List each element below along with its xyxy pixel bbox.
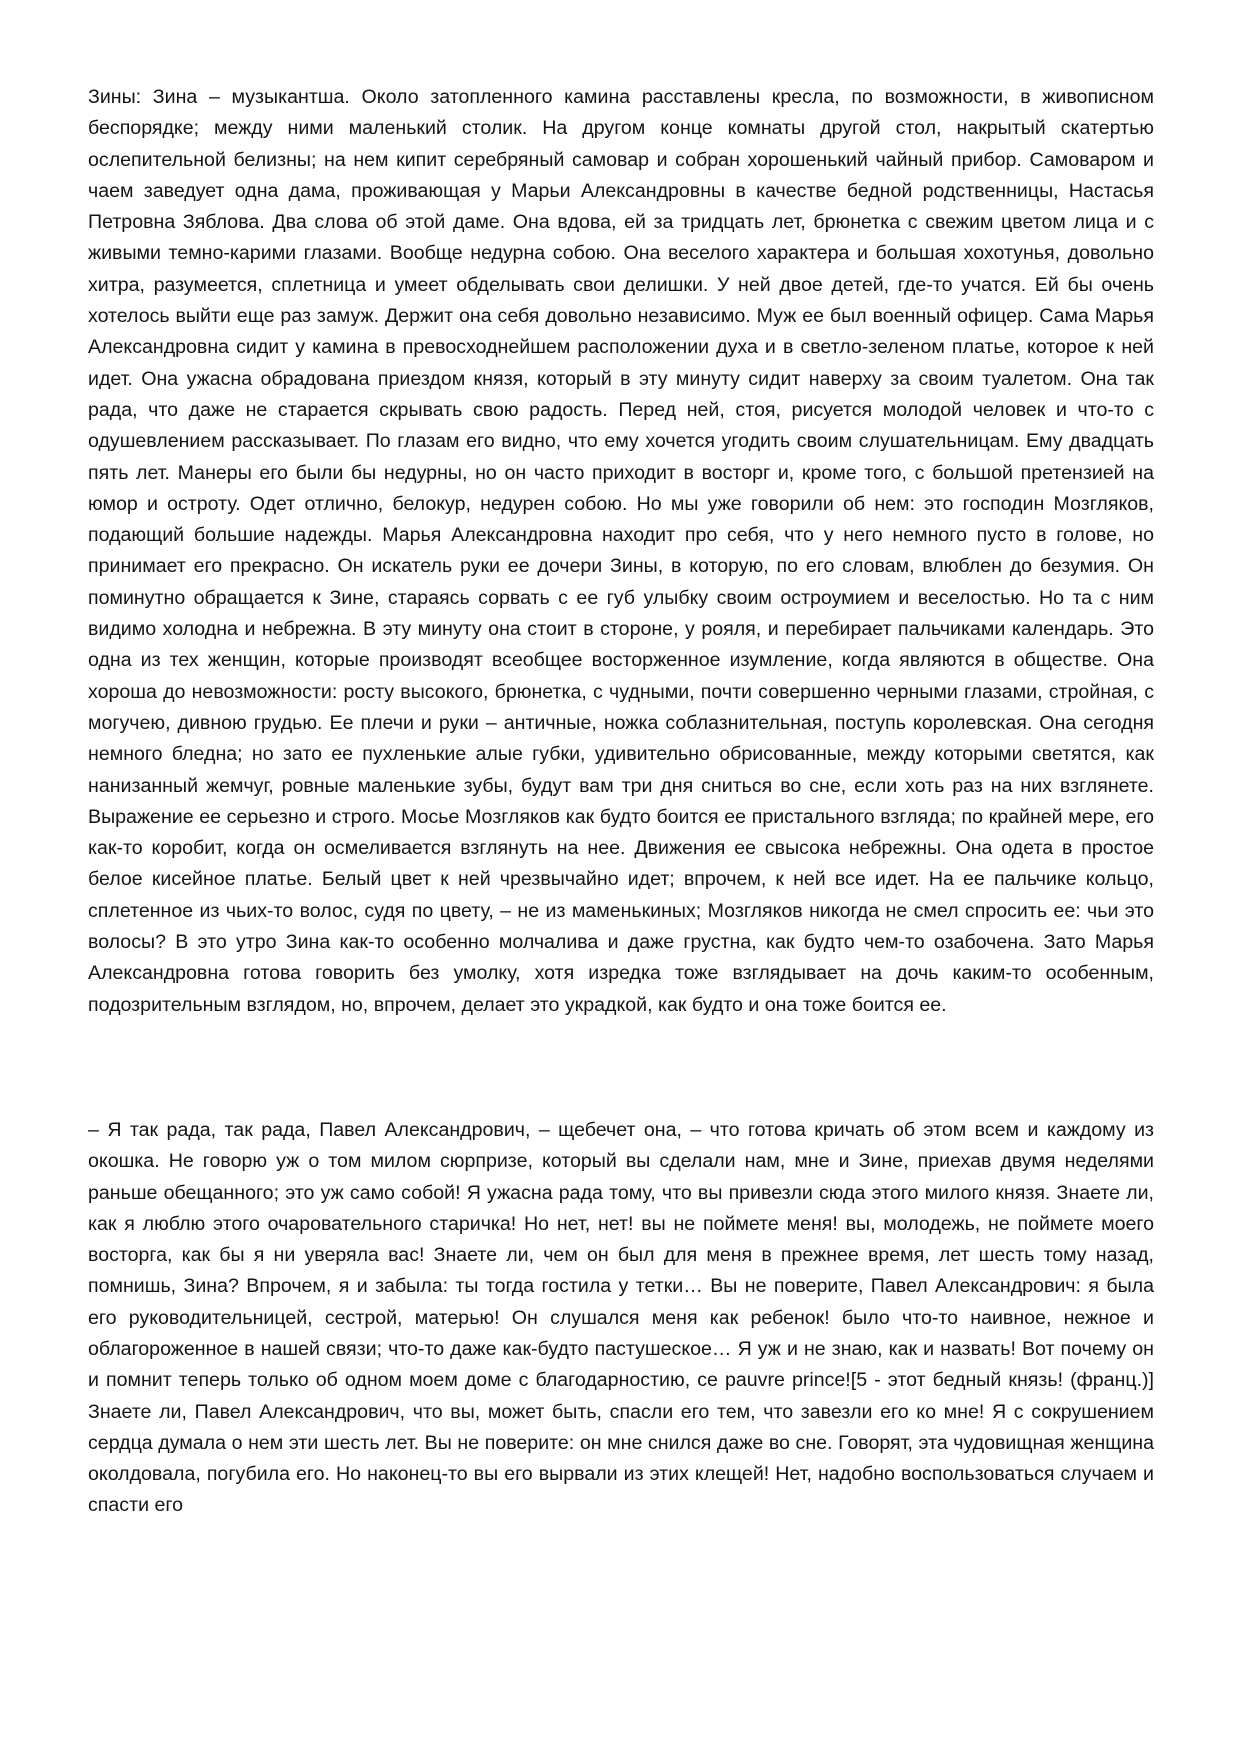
paragraph-spacer bbox=[88, 1021, 1154, 1115]
paragraph-dialogue: – Я так рада, так рада, Павел Александрович, – щебечет она, – что готова кричать об этом всем и каждому из окошка. Не говорю уж о том милом сюрпризе, который вы сделали нам, мне и Зине, приехав двумя неделями раньше обещанного; это уж само собой! Я ужасна рада тому, что вы привезли сюда этого милого князя. Знаете ли, как я люблю этого очаровательного старичка! Но нет, нет! вы не поймете меня! вы, молодежь, не поймете моего восторга, как бы я ни уверяла вас! Знаете ли, чем он был для меня в прежнее время, лет шесть тому назад, помнишь, Зина? Впрочем, я и забыла: ты тогда гостила у тетки… Вы не поверите, Павел Александрович: я была его руководительницей, сестрой, матерью! Он слушался меня как ребенок! было что-то наивное, нежное и облагороженное в нашей связи; что-то даже как-будто пастушеское… Я уж и не знаю, как и назвать! Вот почему он и помнит теперь только об одном моем доме с благодарностию, се pauvre prince![5 - этот бедный князь! (франц.)] Знаете ли, Павел Александрович, что вы, может быть, спасли его тем, что завезли его ко мне! Я с сокрушением сердца думала о нем эти шесть лет. Вы не поверите: он мне снился даже во сне. Говорят, эта чудовищная женщина околдовала, погубила его. Но наконец-то вы его вырвали из этих клещей! Нет, надобно воспользоваться случаем и спасти его bbox=[88, 1118, 1154, 1517]
paragraph-description: Зины: Зина – музыкантша. Около затопленного камина расставлены кресла, по возможности, в живописном беспорядке; между ними маленький столик. На другом конце комнаты другой стол, накрытый скатертью ослепительной белизны; на нем кипит серебряный самовар и собран хорошенький чайный прибор. Самоваром и чаем заведует одна дама, проживающая у Марьи Александровны в качестве бедной родственницы, Настасья Петровна Зяблова. Два слова об этой даме. Она вдова, ей за тридцать лет, брюнетка с свежим цветом лица и с живыми темно-карими глазами. Вообще недурна собою. Она веселого характера и большая хохотунья, довольно хитра, разумеется, сплетница и умеет обделывать свои делишки. У ней двое детей, где-то учатся. Ей бы очень хотелось выйти еще раз замуж. Держит она себя довольно независимо. Муж ее был военный офицер. Сама Марья Александровна сидит у камина в превосходнейшем расположении духа и в светло-зеленом платье, которое к ней идет. Она ужасна обрадована приездом князя, который в эту минуту сидит наверху за своим туалетом. Она так рада, что даже не старается скрывать свою радость. Перед ней, стоя, рисуется молодой человек и что-то с одушевлением рассказывает. По глазам его видно, что ему хочется угодить своим слушательницам. Ему двадцать пять лет. Манеры его были бы недурны, но он часто приходит в восторг и, кроме того, с большой претензией на юмор и остроту. Одет отлично, белокур, недурен собою. Но мы уже говорили об нем: это господин Мозгляков, подающий большие надежды. Марья Александровна находит про себя, что у него немного пусто в голове, но принимает его прекрасно. Он искатель руки ее дочери Зины, в которую, по его словам, влюблен до безумия. Он поминутно обращается к Зине, стараясь сорвать с ее губ улыбку своим остроумием и веселостью. Но та с ним видимо холодна и небрежна. В эту минуту она стоит в стороне, у рояля, и перебирает пальчиками календарь. Это одна из тех женщин, которые производят всеобщее восторженное изумление, когда являются в обществе. Она хороша до невозможности: росту высокого, брюнетка, с чудными, почти совершенно черными глазами, стройная, с могучею, дивною грудью. Ее плечи и руки – античные, ножка соблазнительная, поступь королевская. Она сегодня немного бледна; но зато ее пухленькие алые губки, удивительно обрисованные, между которыми светятся, как нанизанный жемчуг, ровные маленькие зубы, будут вам три дня сниться во сне, если хоть раз на них взглянете. Выражение ее серьезно и строго. Мосье Мозгляков как будто боится ее пристального взгляда; по крайней мере, его как-то коробит, когда он осмеливается взглянуть на нее. Движения ее свысока небрежны. Она одета в простое белое кисейное платье. Белый цвет к ней чрезвычайно идет; впрочем, к ней все идет. На ее пальчике кольцо, сплетенное из чьих-то волос, судя по цвету, – не из маменькиных; Мозгляков никогда не смел спросить ее: чьи это волосы? В это утро Зина как-то особенно молчалива и даже грустна, как будто чем-то озабочена. Зато Марья Александровна готова говорить без умолку, хотя изредка тоже взглядывает на дочь каким-то особенным, подозрительным взглядом, но, впрочем, делает это украдкой, как будто и она тоже боится ее. bbox=[88, 86, 1154, 1016]
document-page bbox=[88, 82, 1154, 1522]
